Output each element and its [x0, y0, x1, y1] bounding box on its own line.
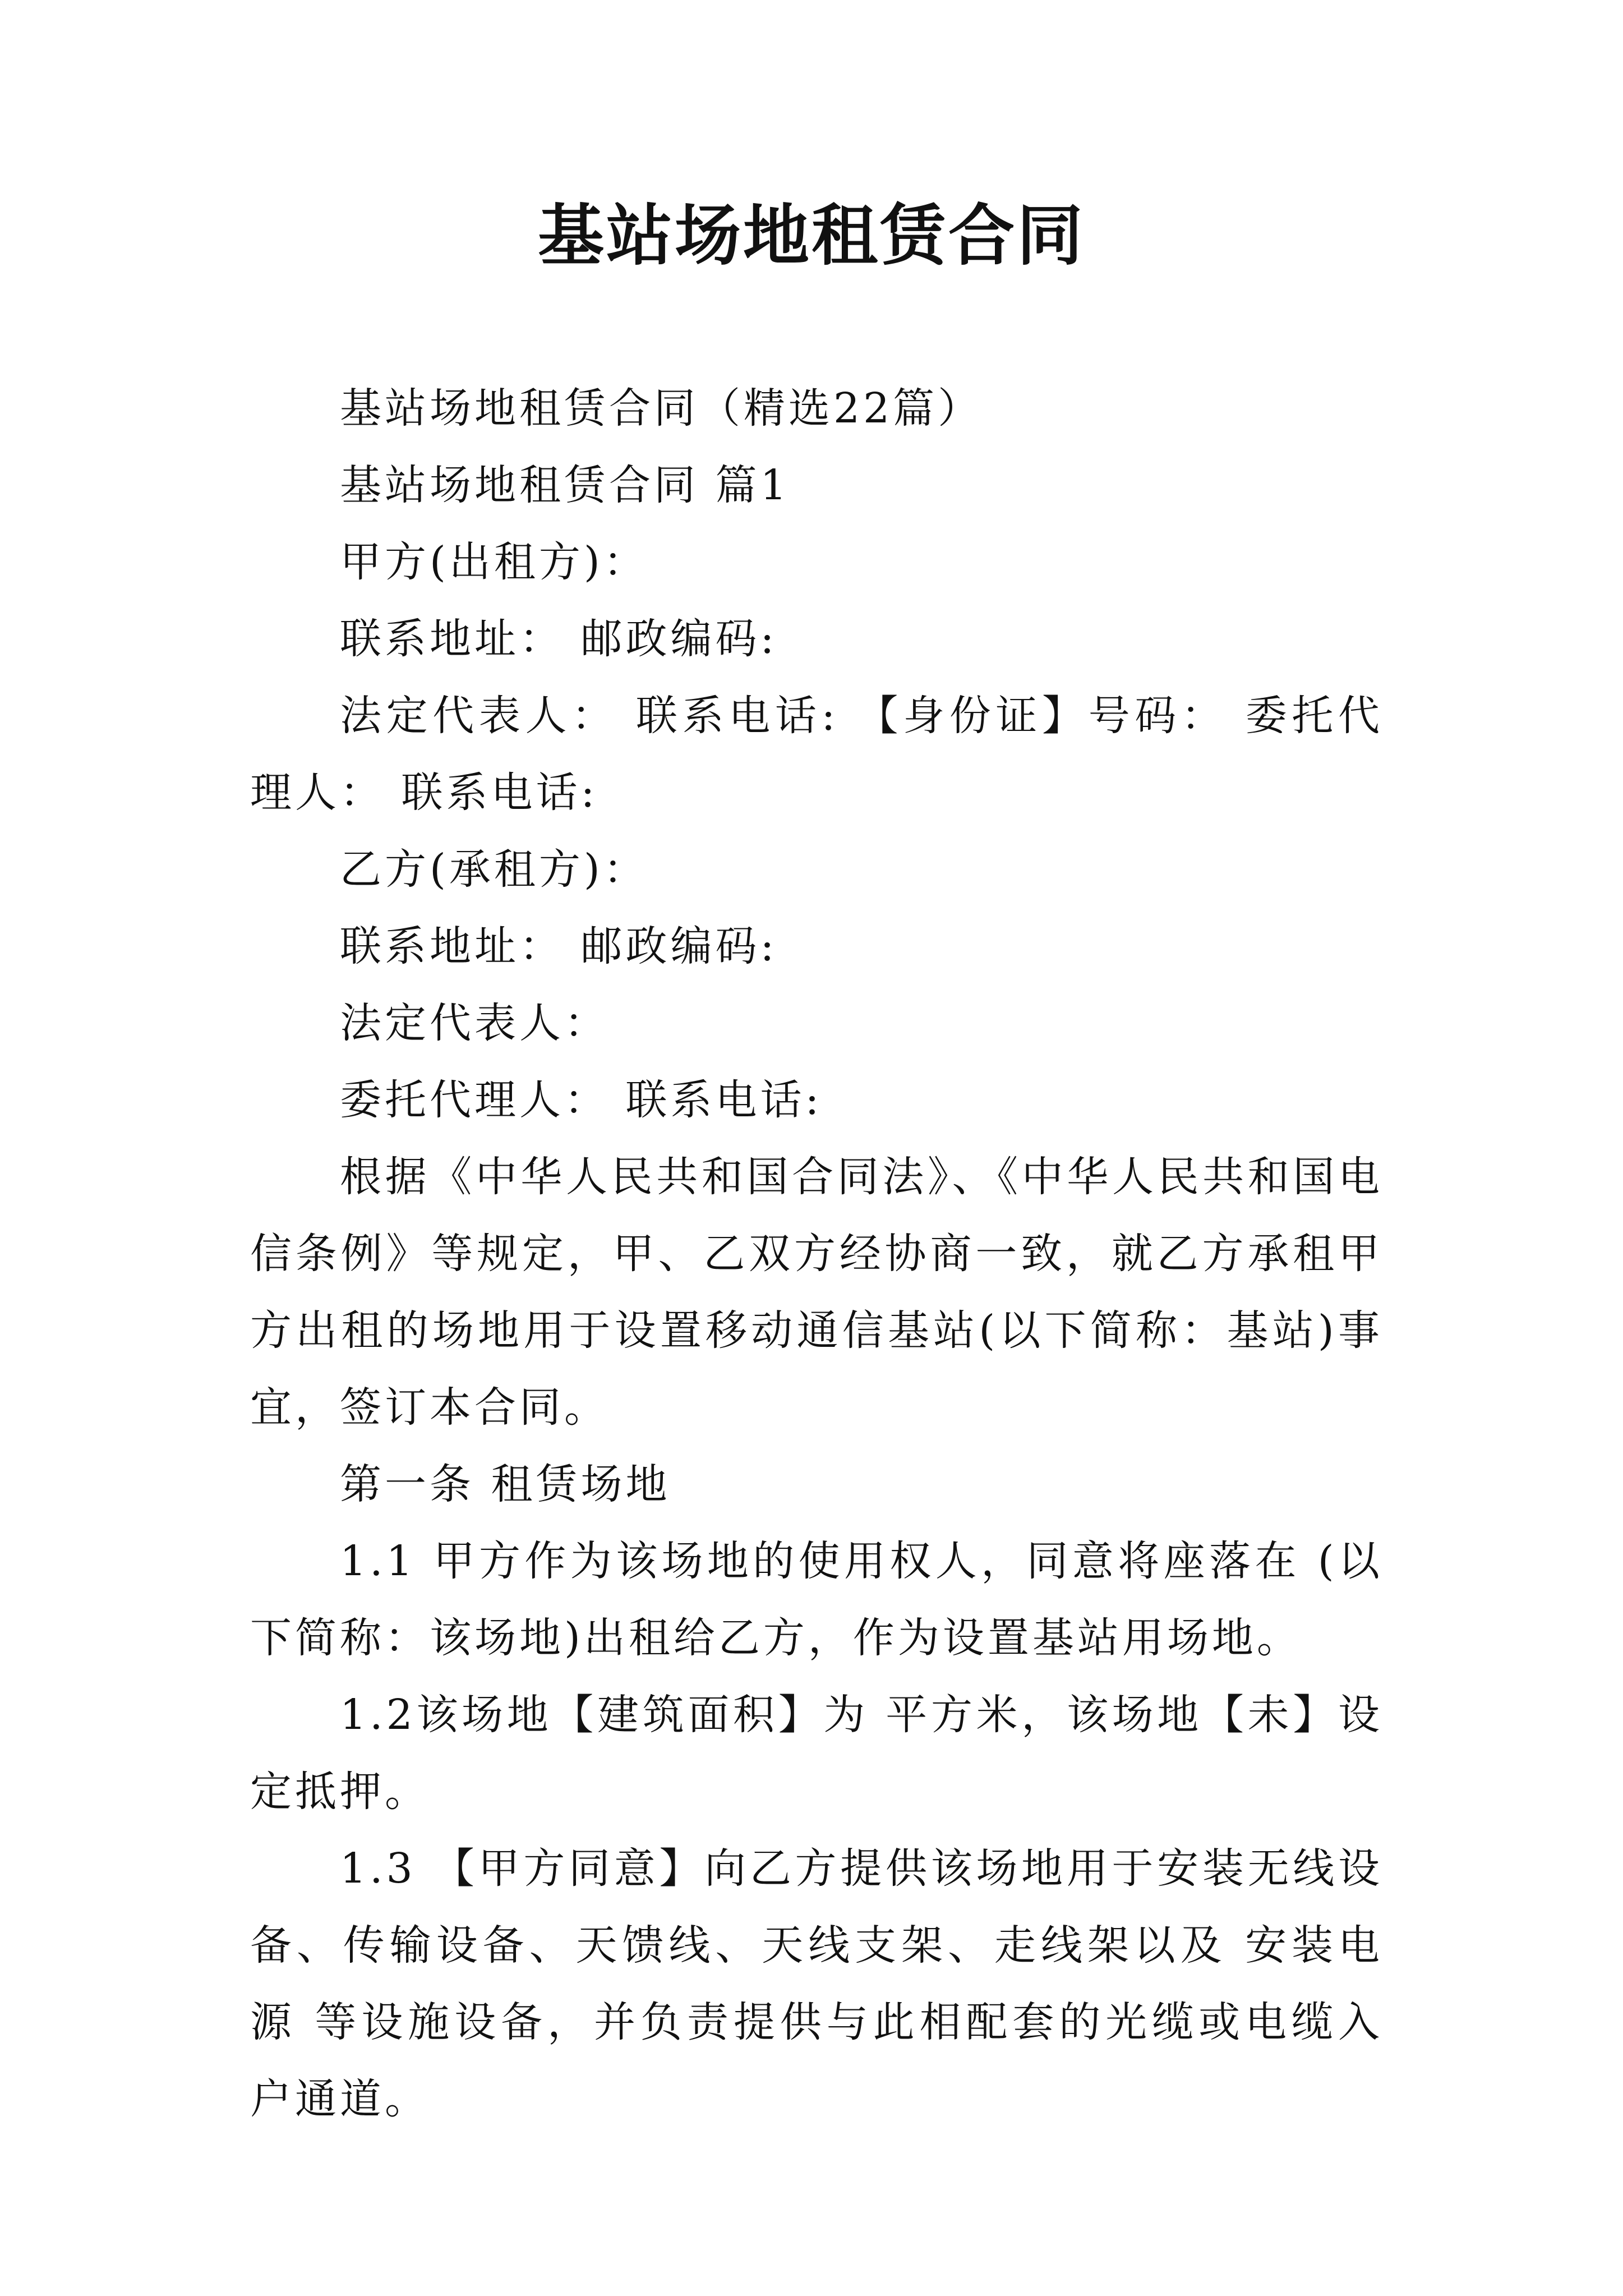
clause-1-2: 1.2该场地【建筑面积】为 平方米，该场地【未】设定抵押。: [250, 1691, 1383, 1816]
party-b-representative-line: 法定代表人：: [340, 999, 609, 1047]
subtitle-paragraph: 基站场地租赁合同（精选22篇）: [340, 384, 983, 432]
party-b-address-line: 联系地址： 邮政编码:: [340, 922, 778, 970]
party-a-representative-line: 法定代表人： 联系电话: 【身份证】号码： 委托代理人： 联系电话:: [250, 692, 1383, 817]
party-b-agent-line: 委托代理人： 联系电话:: [340, 1076, 823, 1124]
party-b-line: 乙方(承租方)：: [340, 845, 648, 894]
document-body: [250, 370, 1383, 2138]
preamble-paragraph: 根据《中华人民共和国合同法》、《中华人民共和国电信条例》等规定，甲、乙双方经协商一致，就乙方承租甲方出租的场地用于设置移动通信基站(以下简称：基站)事宜，签订本合同。: [250, 1153, 1383, 1432]
document-title: 基站场地租赁合同: [537, 196, 1085, 274]
party-a-address-line: 联系地址： 邮政编码:: [340, 615, 778, 663]
article-heading: 第一条 租赁场地: [340, 1460, 671, 1508]
party-a-line: 甲方(出租方)：: [340, 538, 648, 586]
clause-1-3: 1.3 【甲方同意】向乙方提供该场地用于安装无线设备、传输设备、天馈线、天线支架、走线架以及 安装电源 等设施设备，并负责提供与此相配套的光缆或电缆入户通道。: [250, 1844, 1383, 2123]
section-heading: 基站场地租赁合同 篇1: [340, 461, 790, 509]
clause-1-1: 1.1 甲方作为该场地的使用权人，同意将座落在 (以下简称：该场地)出租给乙方，作为设置基站用场地。: [250, 1537, 1383, 1662]
